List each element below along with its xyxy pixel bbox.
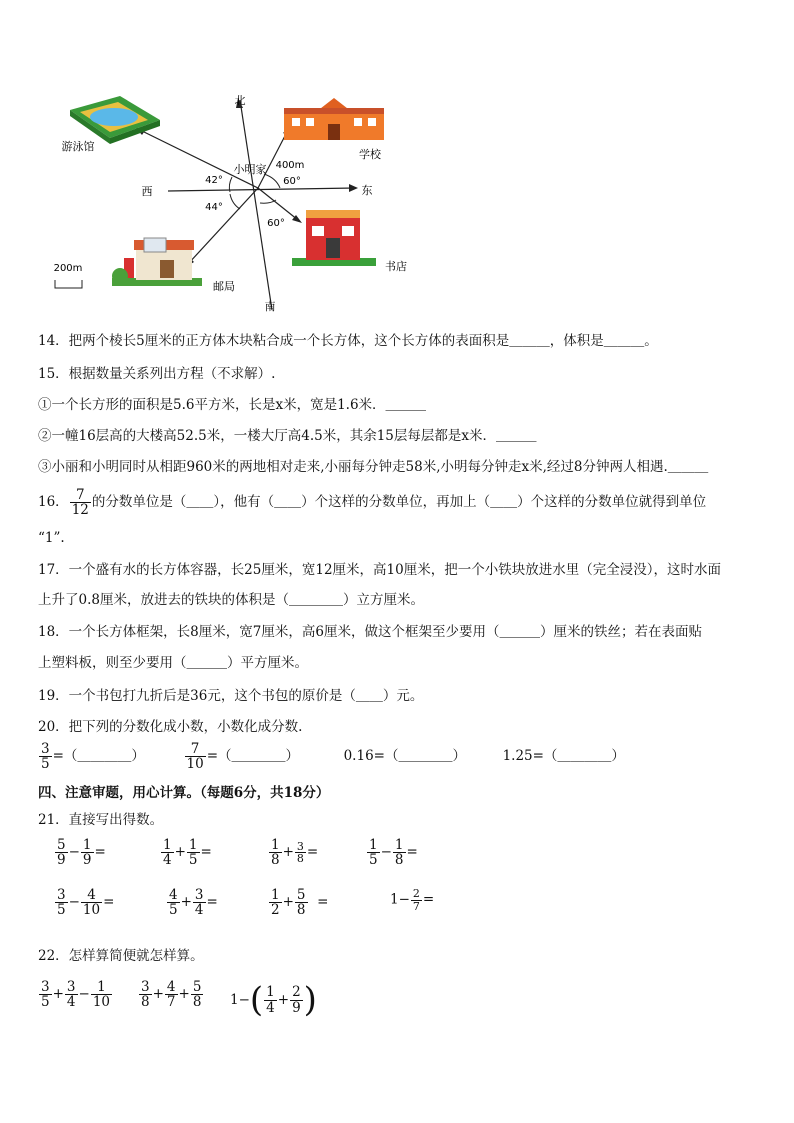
question-15-title: 15．根据数量关系列出方程（不求解）.: [38, 366, 276, 382]
question-18-line2: 上塑料板，则至少要用（＿＿＿）平方厘米。: [38, 655, 308, 671]
pool-icon: [70, 96, 160, 144]
angle-60-south-label: 60°: [267, 218, 285, 229]
direction-map: [40, 88, 440, 320]
angle-44-label: 44°: [205, 202, 223, 213]
fraction-7-12: $\frac{7}{12}$: [71, 487, 89, 519]
home-label: 小明家: [233, 163, 267, 176]
decimal-1-25: 1.25=（＿＿＿＿）: [502, 748, 625, 765]
q21-r2-e3: $\frac{1}{2}$ + $\frac{5}{8}$ =: [271, 887, 329, 919]
pool-label: 游泳馆: [61, 140, 95, 153]
decimal-0-16: 0.16=（＿＿＿＿）: [343, 748, 466, 765]
question-15-a: ①一个长方形的面积是5.6平方米，长是x米，宽是1.6米．＿＿＿: [38, 397, 427, 413]
south-label: 南: [264, 300, 276, 313]
question-22-title: 22．怎样算简便就怎样算。: [38, 948, 204, 964]
scale-label: 200m: [53, 263, 83, 274]
distance-label: 400m: [275, 160, 305, 171]
angle-60-east-label: 60°: [283, 176, 301, 187]
q22-expr-1: $\frac{3}{5}$ + $\frac{3}{4}$ − $\frac{1}{10}$: [41, 979, 110, 1011]
question-15-c: ③小丽和小明同时从相距960米的两地相对走来,小丽每分钟走58米,小明每分钟走x米,经过8分钟两人相遇.＿＿＿: [38, 459, 709, 475]
question-14: 14．把两个棱长5厘米的正方体木块粘合成一个长方体，这个长方体的表面积是＿＿＿，体积是＿＿＿。: [38, 333, 658, 349]
west-label: 西: [141, 185, 153, 198]
question-15-b: ②一幢16层高的大楼高52.5米，一楼大厅高4.5米，其余15层每层都是x米．＿＿＿: [38, 428, 537, 444]
q21-r2-e1: $\frac{3}{5}$ − $\frac{4}{10}$ =: [57, 887, 115, 919]
east-label: 东: [361, 184, 373, 197]
question-17-line1: 17．一个盛有水的长方体容器，长25厘米，宽12厘米，高10厘米，把一个小铁块放进水里（完全浸没），这时水面: [38, 562, 721, 578]
bookstore-label: 书店: [385, 260, 407, 273]
q21-r2-e4: 1− $\frac{2}{7}$ =: [390, 887, 435, 913]
q21-r1-e4: $\frac{1}{5}$ − $\frac{1}{8}$ =: [369, 837, 418, 869]
bookstore-icon: [292, 210, 376, 266]
question-21-title: 21．直接写出得数。: [38, 812, 164, 828]
q21-r1-e3: $\frac{1}{8}$ + $\frac{3}{8}$ =: [271, 837, 319, 869]
fraction-7-10: $\frac{7}{10}$: [186, 741, 204, 773]
section-4-heading: 四、注意审题，用心计算。（每题6分，共18分）: [38, 785, 330, 801]
question-20-items: $\frac{3}{5}$ =（＿＿＿＿） $\frac{7}{10}$ =（＿＿＿＿） 0.16=（＿＿＿＿） 1.25=（＿＿＿＿）: [41, 741, 625, 773]
q21-r1-e1: $\frac{5}{9}$ − $\frac{1}{9}$ =: [57, 837, 106, 869]
question-20-title: 20．把下列的分数化成小数，小数化成分数.: [38, 719, 303, 735]
post-office-icon: [112, 238, 202, 286]
fraction-3-5: $\frac{3}{5}$: [41, 741, 50, 773]
angle-42-label: 42°: [205, 175, 223, 186]
question-18-line1: 18．一个长方体框架，长8厘米，宽7厘米，高6厘米，做这个框架至少要用（＿＿＿）厘米的铁丝；若在表面贴: [38, 624, 702, 640]
q22-expr-2: $\frac{3}{8}$ + $\frac{4}{7}$ + $\frac{5}{8}$: [141, 979, 202, 1011]
question-16-cont: “1”.: [38, 530, 65, 546]
q21-r2-e2: $\frac{4}{5}$ + $\frac{3}{4}$ =: [169, 887, 218, 919]
postoffice-label: 邮局: [213, 280, 235, 293]
q21-r1-e2: $\frac{1}{4}$ + $\frac{1}{5}$ =: [163, 837, 212, 869]
q22-expr-3: 1−( $\frac{1}{4}$ + $\frac{2}{9}$ ): [230, 980, 317, 1020]
question-16: 16． $\frac{7}{12}$ 的分数单位是（＿＿），他有（＿＿）个这样的分数单位，再加上（＿＿）个这样的分数单位就得到单位: [38, 487, 707, 519]
school-label: 学校: [359, 148, 381, 161]
question-19: 19．一个书包打九折后是36元，这个书包的原价是（＿＿）元。: [38, 688, 424, 704]
north-label: 北: [234, 94, 246, 107]
question-17-line2: 上升了0.8厘米，放进去的铁块的体积是（＿＿＿＿）立方厘米。: [38, 592, 424, 608]
school-icon: [284, 98, 384, 140]
